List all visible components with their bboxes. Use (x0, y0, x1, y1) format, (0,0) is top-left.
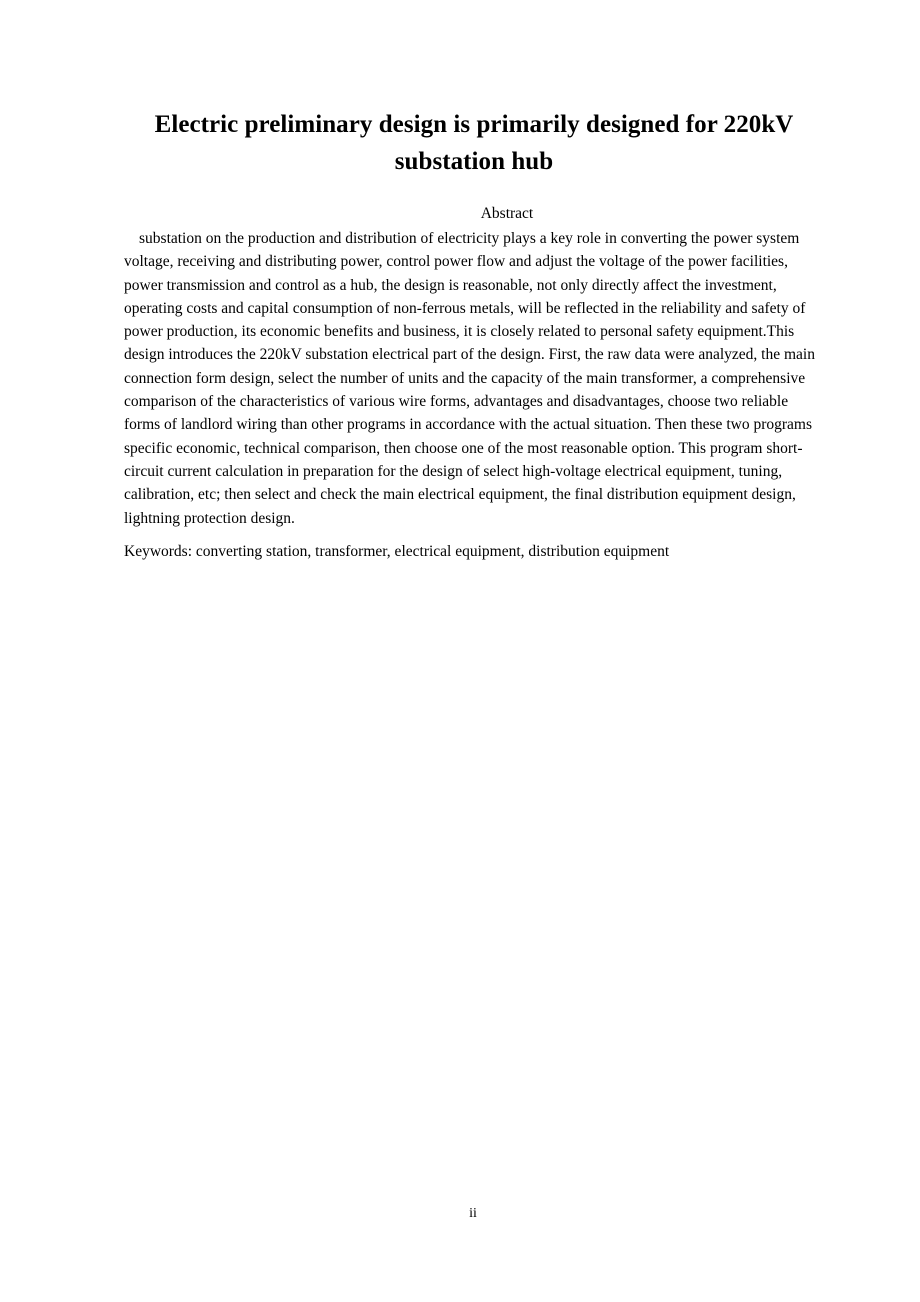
abstract-body: substation on the production and distribution of electricity plays a key role in converting the power system voltage, receiving and distributing power, control power flow and adjust the voltage of the power facilities, power transmission and control as a hub, the design is reasonable, not only directly affect the investment, operating costs and capital consumption of non-ferrous metals, will be reflected in the reliability and safety of power production, its economic benefits and business, it is closely related to personal safety equipment.This design introduces the 220kV substation electrical part of the design. First, the raw data were analyzed, the main connection form design, select the number of units and the capacity of the main transformer, a comprehensive comparison of the characteristics of various wire forms, advantages and disadvantages, choose two reliable forms of landlord wiring than other programs in accordance with the actual situation. Then these two programs specific economic, technical comparison, then choose one of the most reasonable option. This program short-circuit current calculation in preparation for the design of select high-voltage electrical equipment, tuning, calibration, etc; then select and check the main electrical equipment, the final distribution equipment design, lightning protection design. (124, 230, 815, 527)
title-line-2: substation hub (394, 148, 554, 175)
title-line-1: Electric preliminary design is primarily designed for 220kV (154, 111, 794, 138)
keywords-line: Keywords: converting station, transformer, electrical equipment, distribution equipment (124, 543, 670, 560)
document-title (124, 106, 824, 180)
page-number: ii (469, 1206, 477, 1221)
abstract-heading: Abstract (480, 205, 534, 222)
